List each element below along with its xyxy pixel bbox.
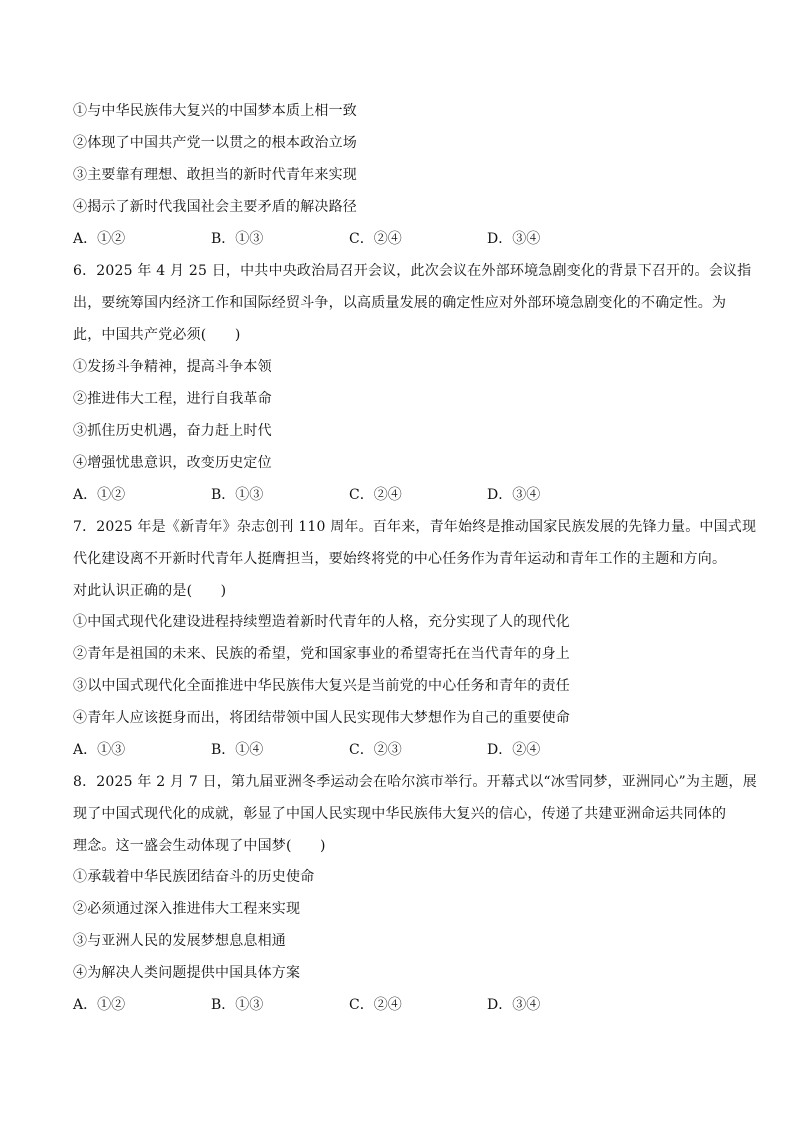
q7-stem-line-1: 7．2025 年是《新青年》杂志创刊 110 周年。百年来，青年始终是推动国家民族发展的先锋力量。中国式现 (73, 519, 757, 535)
q7-item-4: ④青年人应该挺身而出，将团结带领中国人民实现伟大梦想作为自己的重要使命 (73, 710, 570, 726)
q8-option-b: B．①③ (211, 997, 264, 1013)
q5-item-2: ②体现了中国共产党一以贯之的根本政治立场 (73, 135, 357, 151)
q8-item-3: ③与亚洲人民的发展梦想息息相通 (73, 933, 286, 949)
q8-option-a: A．①② (73, 997, 126, 1013)
q6-stem-line-2: 出，要统筹国内经济工作和国际经贸斗争，以高质量发展的确定性应对外部环境急剧变化的不确定性。为 (73, 295, 727, 311)
q7-option-b: B．①④ (211, 742, 264, 758)
q5-item-4: ④揭示了新时代我国社会主要矛盾的解决路径 (73, 199, 357, 215)
q8-stem-line-3: 理念。这一盛会生动体现了中国梦( ) (73, 838, 326, 854)
q7-option-d: D．②④ (487, 742, 541, 758)
q5-options (73, 229, 733, 249)
q7-stem-line-2: 代化建设离不开新时代青年人挺膺担当，要始终将党的中心任务作为青年运动和青年工作的主题和方向。 (73, 551, 727, 567)
q6-option-d: D．③④ (487, 487, 541, 503)
q6-stem-line-3: 此，中国共产党必须( ) (73, 327, 241, 343)
q5-option-c: C．②④ (349, 231, 402, 247)
q8-stem-line-1: 8．2025 年 2 月 7 日，第九届亚洲冬季运动会在哈尔滨市举行。开幕式以“冰雪同梦，亚洲同心”为主题，展 (73, 774, 757, 790)
q5-option-a: A．①② (73, 231, 126, 247)
q6-item-1: ①发扬斗争精神，提高斗争本领 (73, 359, 272, 375)
q8-options (73, 995, 733, 1015)
q7-item-1: ①中国式现代化建设进程持续塑造着新时代青年的人格，充分实现了人的现代化 (73, 614, 570, 630)
q8-item-4: ④为解决人类问题提供中国具体方案 (73, 965, 301, 981)
q5-item-3: ③主要靠有理想、敢担当的新时代青年来实现 (73, 167, 357, 183)
q8-option-d: D．③④ (487, 997, 541, 1013)
q8-item-2: ②必须通过深入推进伟大工程来实现 (73, 901, 301, 917)
q7-stem-line-3: 对此认识正确的是( ) (73, 583, 227, 599)
q7-option-a: A．①③ (73, 742, 126, 758)
q6-item-2: ②推进伟大工程，进行自我革命 (73, 391, 272, 407)
q7-item-2: ②青年是祖国的未来、民族的希望，党和国家事业的希望寄托在当代青年的身上 (73, 646, 570, 662)
q6-options (73, 485, 733, 505)
q7-options (73, 740, 733, 760)
q7-option-c: C．②③ (349, 742, 402, 758)
q5-option-b: B．①③ (211, 231, 264, 247)
q5-option-d: D．③④ (487, 231, 541, 247)
q8-item-1: ①承载着中华民族团结奋斗的历史使命 (73, 869, 315, 885)
q6-item-4: ④增强忧患意识，改变历史定位 (73, 455, 272, 471)
q6-option-b: B．①③ (211, 487, 264, 503)
q6-stem-line-1: 6．2025 年 4 月 25 日，中共中央政治局召开会议，此次会议在外部环境急剧变化的背景下召开的。会议指 (73, 263, 752, 279)
q6-option-a: A．①② (73, 487, 126, 503)
q6-option-c: C．②④ (349, 487, 402, 503)
q7-item-3: ③以中国式现代化全面推进中华民族伟大复兴是当前党的中心任务和青年的责任 (73, 678, 570, 694)
q8-stem-line-2: 现了中国式现代化的成就，彰显了中国人民实现中华民族伟大复兴的信心，传递了共建亚洲命运共同体的 (73, 806, 727, 822)
q8-option-c: C．②④ (349, 997, 402, 1013)
q6-item-3: ③抓住历史机遇，奋力赶上时代 (73, 423, 272, 439)
q5-item-1: ①与中华民族伟大复兴的中国梦本质上相一致 (73, 103, 357, 119)
